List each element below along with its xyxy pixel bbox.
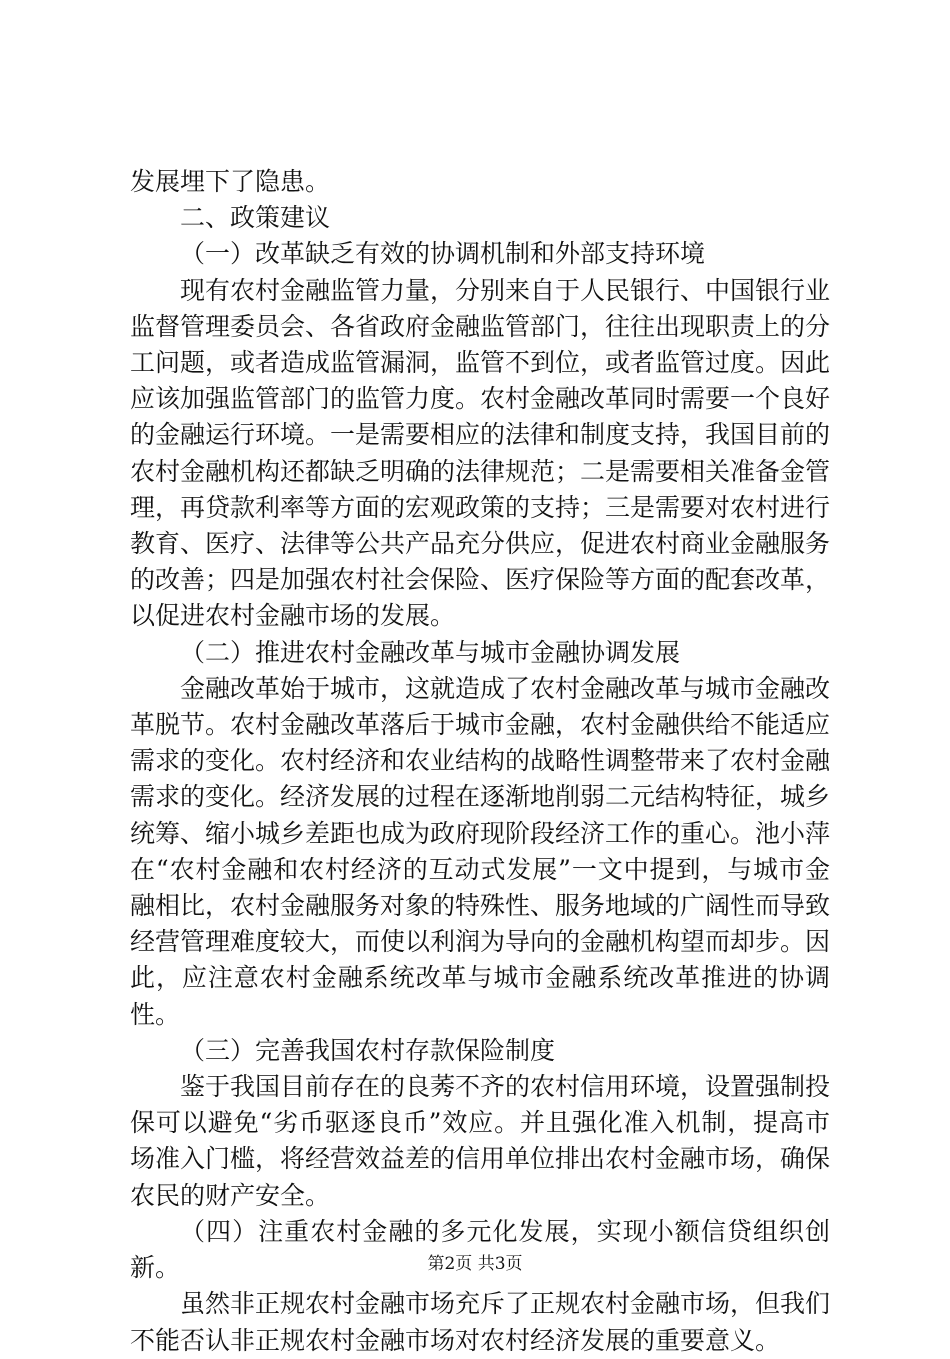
page-footer: 第2页 共3页 (427, 1254, 523, 1274)
subheading-1: （一）改革缺乏有效的协调机制和外部支持环境 (180, 239, 706, 269)
document-body (130, 164, 830, 1359)
paragraph-continuation: 发展埋下了隐患。 (130, 167, 331, 196)
paragraph-3: 鉴于我国目前存在的良莠不齐的农村信用环境，设置强制投保可以避免“劣币驱逐良币”效应。并且强化准入机制，提高市场准入门槛，将经营效益差的信用单位排出农村金融市场，确保农民的财产安全。 (130, 1072, 831, 1210)
subheading-2: （二）推进农村金融改革与城市金融协调发展 (180, 637, 681, 667)
subheading-4: （四）注重农村金融的多元化发展，实现小额信贷组织创新。 (130, 1216, 830, 1283)
paragraph-2: 金融改革始于城市，这就造成了农村金融改革与城市金融改革脱节。农村金融改革落后于城市金融，农村金融供给不能适应需求的变化。农村经济和农业结构的战略性调整带来了农村金融需求的变化。经济发展的过程在逐渐地削弱二元结构特征，城乡统筹、缩小城乡差距也成为政府现阶段经济工作的重心。池小萍在“农村金融和农村经济的互动式发展”一文中提到，与城市金融相比，农村金融服务对象的特殊性、服务地域的广阔性而导致经营管理难度较大，而使以利润为导向的金融机构望而却步。因此，应注意农村金融系统改革与城市金融系统改革推进的协调性。 (130, 673, 831, 1029)
subheading-3: （三）完善我国农村存款保险制度 (180, 1035, 556, 1065)
paragraph-4: 虽然非正规农村金融市场充斥了正规农村金融市场，但我们不能否认非正规农村金融市场对农村经济发展的重要意义。 (130, 1289, 831, 1355)
paragraph-1: 现有农村金融监管力量，分别来自于人民银行、中国银行业监督管理委员会、各省政府金融监管部门，往往出现职责上的分工问题，或者造成监管漏洞，监管不到位，或者监管过度。因此应该加强监管部门的监管力度。农村金融改革同时需要一个良好的金融运行环境。一是需要相应的法律和制度支持，我国目前的农村金融机构还都缺乏明确的法律规范；二是需要相关准备金管理，再贷款利率等方面的宏观政策的支持；三是需要对农村进行教育、医疗、法律等公共产品充分供应，促进农村商业金融服务的改善；四是加强农村社会保险、医疗保险等方面的配套改革，以促进农村金融市场的发展。 (130, 275, 831, 631)
section-heading-policy: 二、政策建议 (180, 203, 331, 233)
